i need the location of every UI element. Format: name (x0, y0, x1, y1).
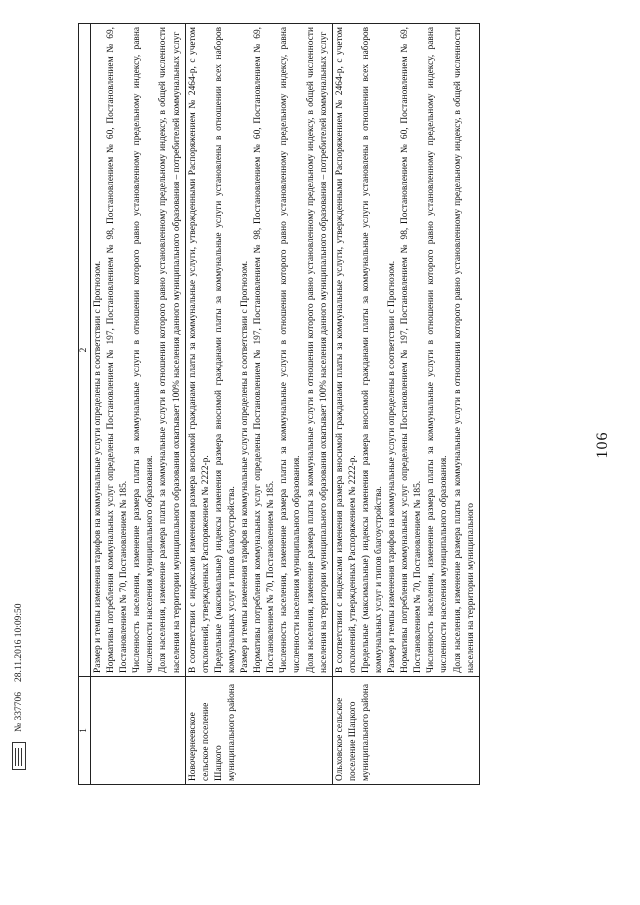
description-line: В соответствии с индексами изменения размера вносимой гражданами платы за коммунальные услуги, утвержденными Распоряжением № 2464-р, с учетом отклонений, утвержденных Распоряжением № 2222-р. (187, 27, 211, 673)
table-row (332, 24, 479, 785)
description-line: Нормативы потребления коммунальных услуг определены Постановлением № 197, Постановлением № 98, Постановлением № 60, Постановлением № 69, Постановлением № 70, Постановлением № 185. (253, 27, 277, 673)
description-line: Доля населения, изменение размера платы за коммунальные услуги в отношении которого равно установленному предельному индексу, в общей численности населения на территории муниципального (452, 27, 476, 673)
description-line: Доля населения, изменение размера платы за коммунальные услуги в отношении которого равно установленному предельному индексу, в общей численности населения на территории муниципального образования охватывает 100% населения данного муниципального образования – потребителей коммунальных услуг (305, 27, 329, 673)
region-cell: Новочернеевское сельское поселение Шацкого муниципального района (185, 677, 332, 785)
description-line: Предельные (максимальные) индексы изменения размера вносимой гражданами платы за коммунальные услуги установлены в отношении всех наборов коммунальных услуг и типов благоустройства. (213, 27, 237, 673)
description-line: Численность населения, изменение размера платы за коммунальные услуги в отношении которого равно установленному предельному индексу, равна численности населения муниципального образования. (279, 27, 303, 673)
description-line: Доля населения, изменение размера платы за коммунальные услуги в отношении которого равно установленному предельному индексу, в общей численности населения на территории муниципального образования охватывает 100% населения данного муниципального образования – потребителей коммунальных услуг (158, 27, 182, 673)
region-cell: Ольховское сельское поселение Шацкого муниципального района (332, 677, 479, 785)
column-header: 1 (79, 677, 91, 785)
description-line: Размер и темпы изменения тарифов на коммунальные услуги определены в соответствии с Прогнозом. (387, 260, 398, 673)
description-line: В соответствии с индексами изменения размера вносимой гражданами платы за коммунальные услуги, утвержденными Распоряжением № 2464-р, с учетом отклонений, утвержденных Распоряжением № 2222-р. (334, 27, 358, 673)
description-cell (185, 24, 332, 677)
tariff-table (78, 23, 480, 785)
column-header: 2 (79, 24, 91, 677)
description-line: Нормативы потребления коммунальных услуг определены Постановлением № 197, Постановлением № 98, Постановлением № 60, Постановлением № 69, Постановлением № 70, Постановлением № 185. (400, 27, 424, 673)
description-line: Размер и темпы изменения тарифов на коммунальные услуги определены в соответствии с Прогнозом. (240, 260, 251, 673)
page-number: 106 (594, 431, 611, 459)
table-header-row (79, 24, 91, 785)
table-row (185, 24, 332, 785)
registry-logo-icon (12, 742, 26, 770)
description-line: Предельные (максимальные) индексы изменения размера вносимой гражданами платы за коммунальные услуги установлены в отношении всех наборов коммунальных услуг и типов благоустройства. (360, 27, 384, 673)
description-line: Численность населения, изменение размера платы за коммунальные услуги в отношении которого равно установленному предельному индексу, равна численности населения муниципального образования. (426, 27, 450, 673)
document-datetime: 28.11.2016 10:09:50 (14, 603, 24, 683)
description-line: Численность населения, изменение размера платы за коммунальные услуги в отношении которого равно установленному предельному индексу, равна численности населения муниципального образования. (132, 27, 156, 673)
region-cell (91, 677, 186, 785)
description-line: Размер и темпы изменения тарифов на коммунальные услуги определены в соответствии с Прогнозом. (93, 260, 103, 673)
description-cell (332, 24, 479, 677)
table-row (91, 24, 186, 785)
document-footer (12, 603, 26, 770)
description-cell (91, 24, 186, 677)
document-id: № 337706 (14, 692, 24, 732)
description-line: Нормативы потребления коммунальных услуг определены Постановлением № 197, Постановлением № 98, Постановлением № 60, Постановлением № 69, Постановлением № 70, Постановлением № 185. (106, 27, 130, 673)
